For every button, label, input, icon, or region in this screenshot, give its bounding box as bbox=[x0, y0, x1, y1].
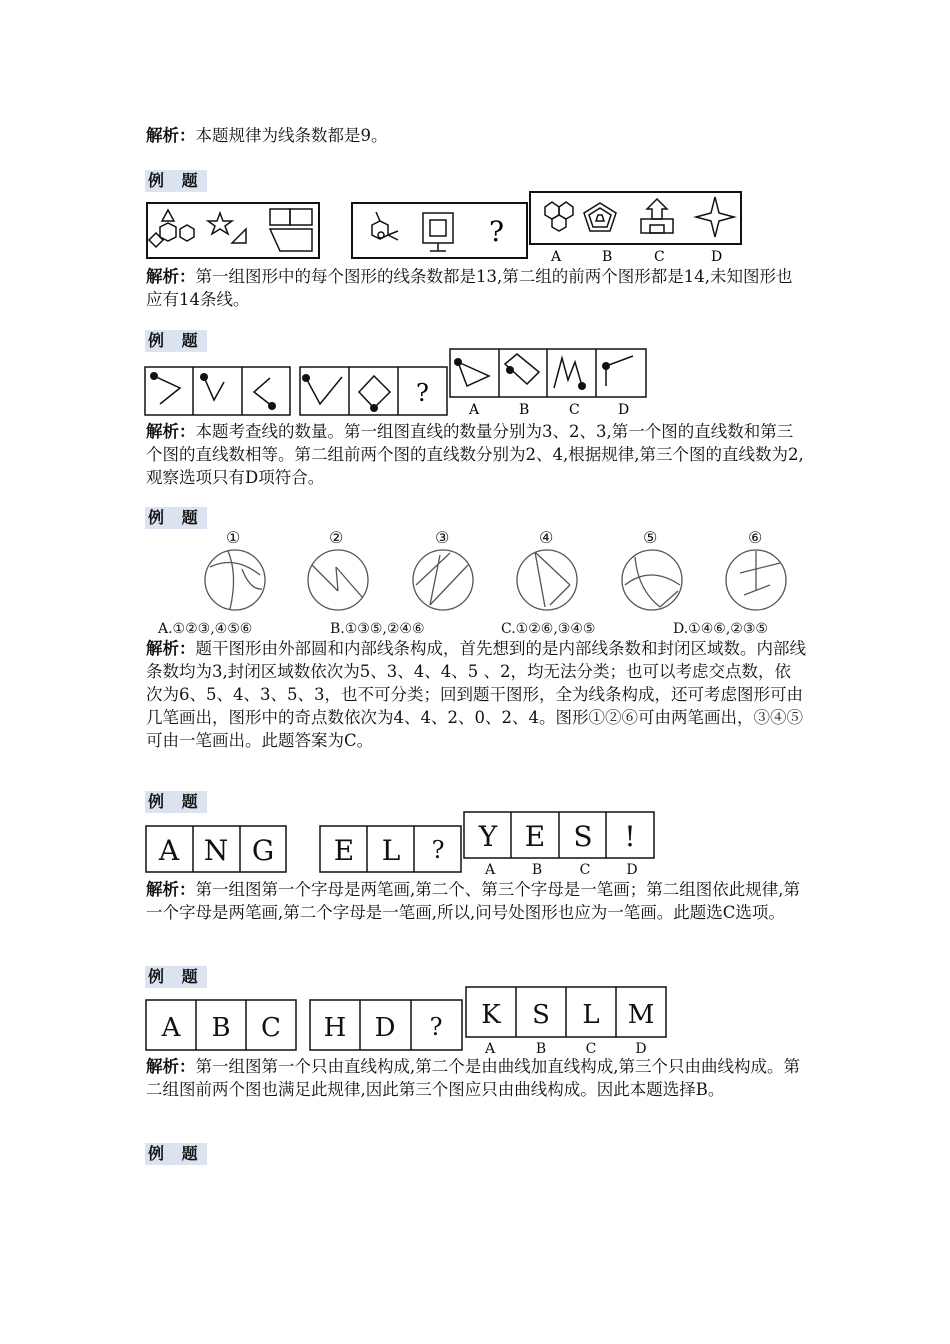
analysis-text: 第一组图第一个字母是两笔画,第二个、第三个字母是一笔画；第二组图依此规律,第一个字母是两笔画,第二个字母是一笔画,所以,问号处图形也应为一笔画。此题选C选项。 bbox=[146, 880, 800, 922]
option-label-d: D bbox=[711, 249, 723, 265]
figure-circles bbox=[150, 525, 810, 637]
figure-letters-curves bbox=[144, 985, 674, 1057]
option-letter: M bbox=[627, 1000, 655, 1030]
question-mark: ? bbox=[431, 836, 445, 864]
figure-line-count-13 bbox=[140, 195, 760, 270]
circle-number: ③ bbox=[435, 528, 450, 547]
question-mark: ? bbox=[416, 379, 429, 407]
option-label-b: B bbox=[602, 249, 613, 265]
option-label-d: D bbox=[635, 1041, 647, 1057]
circle-number: ⑥ bbox=[748, 528, 763, 547]
analysis-text: 本题考查线的数量。第一组图直线的数量分别为3、2、3,第一个图的直线数和第三个图的直线数相等。第二组前两个图的直线数分别为2、4,根据规律,第三个图的直线数为2,观察选项只有D项符合。 bbox=[146, 422, 804, 487]
letter-cell: D bbox=[374, 1013, 396, 1043]
analysis-paragraph: 解析：本题考查线的数量。第一组图直线的数量分别为3、2、3,第一个图的直线数和第三个图的直线数相等。第二组前两个图的直线数分别为2、4,根据规律,第三个图的直线数为2,观察选项只有D项符合。 bbox=[146, 422, 804, 487]
question-mark: ? bbox=[489, 215, 505, 248]
choice-b: B.①③⑤,②④⑥ bbox=[330, 621, 425, 637]
option-label-a: A bbox=[484, 862, 496, 878]
letter-cell: N bbox=[203, 834, 229, 867]
analysis-text: 第一组图形中的每个图形的线条数都是13,第二组的前两个图形都是14,未知图形也应有14条线。 bbox=[146, 267, 793, 309]
circle-number: ① bbox=[226, 528, 241, 547]
letter-cell: B bbox=[211, 1013, 231, 1043]
option-letter: ! bbox=[624, 820, 636, 853]
option-label-a: A bbox=[469, 402, 480, 418]
choice-d: D.①④⑥,②③⑤ bbox=[673, 621, 768, 637]
analysis-paragraph: 解析：第一组图形中的每个图形的线条数都是13,第二组的前两个图形都是14,未知图形也应有14条线。 bbox=[146, 267, 793, 309]
letter-cell: A bbox=[158, 834, 180, 867]
analysis-paragraph bbox=[146, 124, 806, 147]
example-heading: 例 题 bbox=[145, 330, 207, 352]
option-label-d: D bbox=[618, 402, 630, 418]
example-heading: 例 题 bbox=[145, 170, 207, 192]
option-label-d: D bbox=[626, 862, 638, 878]
option-label-a: A bbox=[484, 1041, 496, 1057]
analysis-text: 题干图形由外部圆和内部线条构成，首先想到的是内部线条数和封闭区域数。内部线条数均为3,封闭区域数依次为5、3、4、4、5 、2，均无法分类；也可以考虑交点数，依次为6、5、4、3、5、3，也不可分类；回到题干图形，全为线条构成，还可考虑图形可由几笔画出，图形中的奇点数依次为4、4、2、0、2、4。图形①②⑥可由两笔画出，③④⑤可由一笔画出。此题答案为C。 bbox=[146, 639, 806, 750]
option-letter: S bbox=[532, 1000, 550, 1030]
analysis-paragraph: 解析：题干图形由外部圆和内部线条构成，首先想到的是内部线条数和封闭区域数。内部线条数均为3,封闭区域数依次为5、3、4、4、5 、2，均无法分类；也可以考虑交点数，依次为6、5、4、3、5、3，也不可分类；回到题干图形，全为线条构成，还可考虑图形可由几笔画出，图形中的奇点数依次为4、4、2、0、2、4。图形①②⑥可由两笔画出，③④⑤可由一笔画出。此题答案为C。 bbox=[146, 639, 806, 750]
circle-number: ⑤ bbox=[643, 528, 658, 547]
example-heading: 例 题 bbox=[145, 1143, 207, 1165]
example-heading: 例 题 bbox=[145, 791, 207, 813]
option-letter: L bbox=[582, 1000, 600, 1030]
choice-c: C.①②⑥,③④⑤ bbox=[501, 621, 596, 637]
letter-cell: H bbox=[323, 1013, 347, 1043]
analysis-text: 本题规律为线条数都是9。 bbox=[195, 126, 388, 145]
figure-straight-lines bbox=[144, 352, 664, 424]
option-label-b: B bbox=[535, 1041, 547, 1057]
question-mark: ? bbox=[429, 1013, 443, 1041]
option-letter: Y bbox=[478, 820, 498, 853]
choice-a: A.①②③,④⑤⑥ bbox=[158, 621, 253, 637]
analysis-label: 解析： bbox=[146, 126, 196, 145]
option-label-c: C bbox=[569, 402, 580, 418]
option-letter: S bbox=[573, 820, 593, 853]
analysis-paragraph: 解析：第一组图第一个字母是两笔画,第二个、第三个字母是一笔画；第二组图依此规律,第一个字母是两笔画,第二个字母是一笔画,所以,问号处图形也应为一笔画。此题选C选项。 bbox=[146, 880, 800, 922]
example-heading: 例 题 bbox=[145, 966, 207, 988]
letter-cell: A bbox=[161, 1013, 181, 1043]
analysis-paragraph: 解析：第一组图第一个只由直线构成,第二个是由曲线加直线构成,第三个只由曲线构成。第二组图前两个图也满足此规律,因此第三个图应只由曲线构成。因此本题选择B。 bbox=[146, 1057, 800, 1099]
option-label-a: A bbox=[551, 249, 562, 265]
letter-cell: L bbox=[381, 834, 401, 867]
option-letter: K bbox=[481, 1000, 501, 1030]
analysis-text: 第一组图第一个只由直线构成,第二个是由曲线加直线构成,第三个只由曲线构成。第二组图前两个图也满足此规律,因此第三个图应只由曲线构成。因此本题选择B。 bbox=[146, 1057, 800, 1099]
option-label-c: C bbox=[654, 249, 665, 265]
option-label-b: B bbox=[519, 402, 530, 418]
option-label-b: B bbox=[531, 862, 543, 878]
letter-cell: C bbox=[261, 1013, 281, 1043]
option-label-c: C bbox=[579, 862, 591, 878]
option-label-c: C bbox=[585, 1041, 597, 1057]
letter-cell: G bbox=[251, 834, 275, 867]
example-heading: 例 题 bbox=[145, 507, 207, 529]
figure-letters-strokes bbox=[144, 810, 664, 880]
circle-number: ② bbox=[329, 528, 344, 547]
option-letter: E bbox=[524, 820, 546, 853]
circle-number: ④ bbox=[539, 528, 554, 547]
letter-cell: E bbox=[333, 834, 355, 867]
